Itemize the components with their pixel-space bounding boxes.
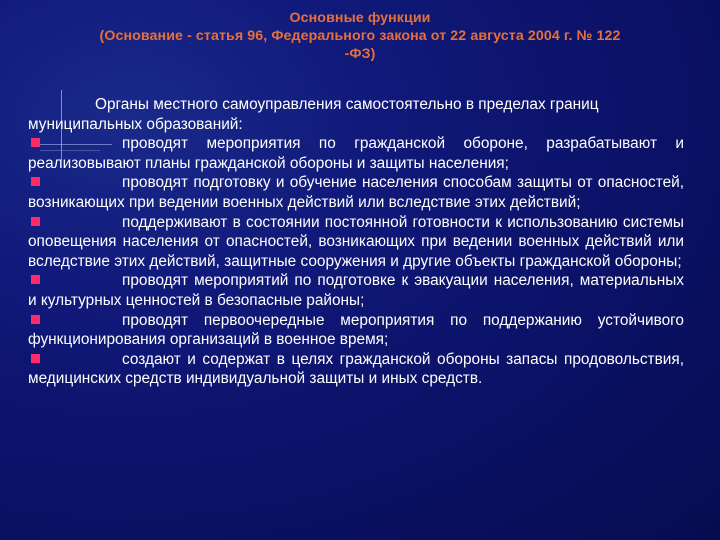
- slide-body: [28, 95, 684, 389]
- title-line-2: (Основание - статья 96, Федерального закона от 22 августа 2004 г. № 122: [99, 28, 621, 44]
- square-bullet-icon: [31, 217, 40, 226]
- slide-title: [20, 9, 700, 63]
- title-line-1: Основные функции: [289, 10, 431, 26]
- list-item-text: поддерживают в состоянии постоянной готовности к использованию системы оповещения населения от опасностей, возникающих при ведении военных действий или вследствие этих действий, защитные сооружения и другие объекты гражданской обороны;: [28, 213, 684, 270]
- square-bullet-icon: [31, 315, 40, 324]
- list-item: [28, 350, 684, 389]
- list-item-text: проводят мероприятия по гражданской обороне, разрабатывают и реализовывают планы гражданской обороны и защиты населения;: [28, 135, 684, 172]
- square-bullet-icon: [31, 275, 40, 284]
- title-line-3: -ФЗ): [344, 46, 376, 62]
- square-bullet-icon: [31, 177, 40, 186]
- list-item: [28, 134, 684, 173]
- list-item-text: проводят первоочередные мероприятия по поддержанию устойчивого функционирования организаций в военное время;: [28, 311, 684, 349]
- intro-paragraph: Органы местного самоуправления самостоятельно в пределах границ муниципальных образований:: [28, 96, 599, 133]
- list-item: [28, 173, 684, 212]
- list-item-text: создают и содержат в целях гражданской обороны запасы продовольствия, медицинских средств индивидуальной защиты и иных средств.: [28, 350, 684, 388]
- list-item-text: проводят подготовку и обучение населения способам защиты от опасностей, возникающих при ведении военных действий или вследствие этих действий;: [28, 174, 684, 211]
- list-item: [28, 271, 684, 310]
- square-bullet-icon: [31, 138, 40, 147]
- list-item: [28, 311, 684, 350]
- list-item: [28, 213, 684, 272]
- list-item-text: проводят мероприятий по подготовке к эвакуации населения, материальных и культурных ценностей в безопасные районы;: [28, 272, 684, 309]
- square-bullet-icon: [31, 354, 40, 363]
